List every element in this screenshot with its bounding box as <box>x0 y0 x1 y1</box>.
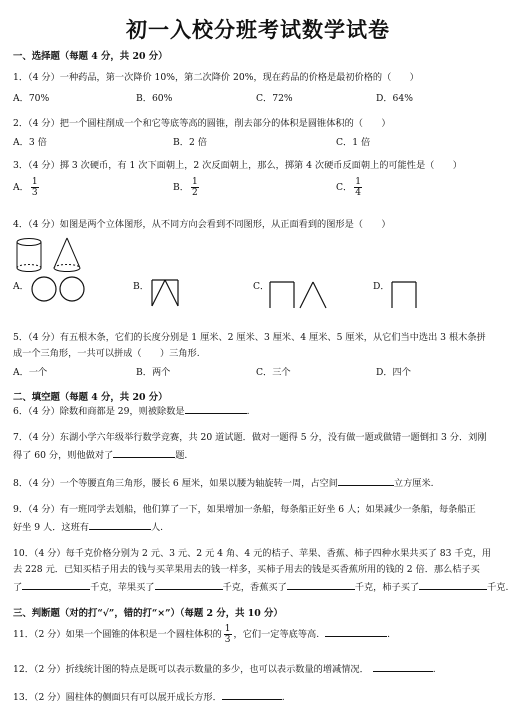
q2-option-b: B．2 倍 <box>173 137 207 148</box>
question-7-line-2: 得了 60 分，则他做对了 题. <box>13 450 188 461</box>
q1-option-d: D．64% <box>376 93 413 104</box>
page-title: 初一入校分班考试数学试卷 <box>126 17 390 42</box>
question-3: 3．（4 分）掷 3 次硬币，有 1 次下面朝上，2 次反面朝上，那么，掷第 4 次硬币反面朝上的可能性是（ ） <box>13 160 462 171</box>
q4-option-c-figure <box>268 280 330 310</box>
q4-option-c-label: C． <box>253 281 270 292</box>
q4-option-b-figure <box>150 278 180 308</box>
question-2: 2．（4 分）把一个圆柱削成一个和它等底等高的圆锥，削去部分的体积是圆锥体积的（ ） <box>13 118 391 129</box>
q5-option-d: D．四个 <box>376 367 411 378</box>
question-7-line-1: 7．（4 分）东湖小学六年级举行数学竞赛，共 20 道试题．做对一题得 5 分，没有做一题或做错一题倒扣 3 分．刘刚 <box>13 432 487 443</box>
q10-blank-apple[interactable] <box>155 580 223 590</box>
q4-option-d-figure <box>390 280 420 310</box>
question-13: 13．（2 分）圆柱体的侧面只有可以展开成长方形． . <box>13 692 285 703</box>
question-1: 1．（4 分）一种药品，第一次降价 10%，第二次降价 20%，现在药品的价格是最初价格的（ ） <box>13 72 419 83</box>
q10-blank-persimmon[interactable] <box>419 580 487 590</box>
question-9-line-2: 好坐 9 人．这班有 人. <box>13 522 164 533</box>
question-5-line-2: 成一个三角形，一共可以拼成（ ）三角形. <box>13 348 200 359</box>
q10-blank-orange[interactable] <box>22 580 90 590</box>
q4-option-d-label: D． <box>373 281 390 292</box>
q7-answer-blank[interactable] <box>113 448 175 458</box>
q3-option-b: B． $\frac{1}{2}$ <box>173 177 198 198</box>
q12-answer-blank[interactable] <box>373 662 433 672</box>
question-5-line-1: 5．（4 分）有五根木条，它们的长度分别是 1 厘米、2 厘米、3 厘米、4 厘米、5 厘米，从它们当中选出 3 根木条拼 <box>13 332 486 343</box>
question-4: 4．（4 分）如图是两个立体图形，从不同方向会看到不同图形，从正面看到的图形是（ ） <box>13 219 391 230</box>
solid-figures-illustration <box>14 236 84 274</box>
question-8: 8．（4 分）一个等腰直角三角形，腰长 6 厘米，如果以腰为轴旋转一周，占空间 立方厘米. <box>13 478 434 489</box>
q4-option-a-two-circles <box>30 274 88 304</box>
q8-answer-blank[interactable] <box>338 476 394 486</box>
question-10-line-1: 10．（4 分）每千克价格分别为 2 元、3 元、2 元 4 角、4 元的桔子、苹果、香蕉、柿子四种水果共买了 83 千克，用 <box>13 548 492 559</box>
q4-option-b-label: B． <box>133 281 149 292</box>
q3-option-a: A． $\frac{1}{3}$ <box>13 177 38 198</box>
q1-option-c: C．72% <box>256 93 293 104</box>
q4-option-a-label: A． <box>13 281 29 292</box>
q11-answer-blank[interactable] <box>325 627 387 637</box>
question-12: 12．（2 分）折线统计图的特点是既可以表示数量的多少，也可以表示数量的增减情况． . <box>13 664 436 675</box>
question-11: 11．（2 分）如果一个圆锥的体积是一个圆柱体积的 $\frac{1}{3}$ ，它们一定等底等高. . <box>13 624 391 645</box>
section-choice-heading: 一、选择题（每题 4 分，共 20 分） <box>13 51 168 62</box>
q6-answer-blank[interactable] <box>185 404 247 414</box>
q13-answer-blank[interactable] <box>222 690 282 700</box>
question-6: 6．（4 分）除数和商都是 29，则被除数是 . <box>13 406 250 417</box>
q2-option-c: C．1 倍 <box>336 137 371 148</box>
question-9-line-1: 9．（4 分）有一班同学去划船，他们算了一下，如果增加一条船，每条船正好坐 6 人；如果减少一条船，每条船正 <box>13 504 476 515</box>
question-10-line-2: 去 228 元．已知买桔子用去的钱与买苹果用去的钱一样多，买柿子用去的钱是买香蕉所用的钱的 2 倍．那么桔子买 <box>13 564 480 575</box>
q10-blank-banana[interactable] <box>287 580 355 590</box>
q5-option-a: A．一个 <box>13 367 48 378</box>
section-fill-heading: 二、填空题（每题 4 分，共 20 分） <box>13 392 168 403</box>
q1-option-b: B．60% <box>136 93 173 104</box>
section-judge-heading: 三、判断题（对的打“√”，错的打“×”）（每题 2 分，共 10 分） <box>13 608 283 619</box>
question-10-line-3: 了 千克，苹果买了 千克，香蕉买了 千克，柿子买了 千克. <box>13 582 509 593</box>
q9-answer-blank[interactable] <box>89 520 151 530</box>
q5-option-c: C．三个 <box>256 367 291 378</box>
q2-option-a: A．3 倍 <box>13 137 47 148</box>
q5-option-b: B．两个 <box>136 367 171 378</box>
q3-option-c: C． $\frac{1}{4}$ <box>336 177 361 198</box>
q1-option-a: A．70% <box>13 93 50 104</box>
